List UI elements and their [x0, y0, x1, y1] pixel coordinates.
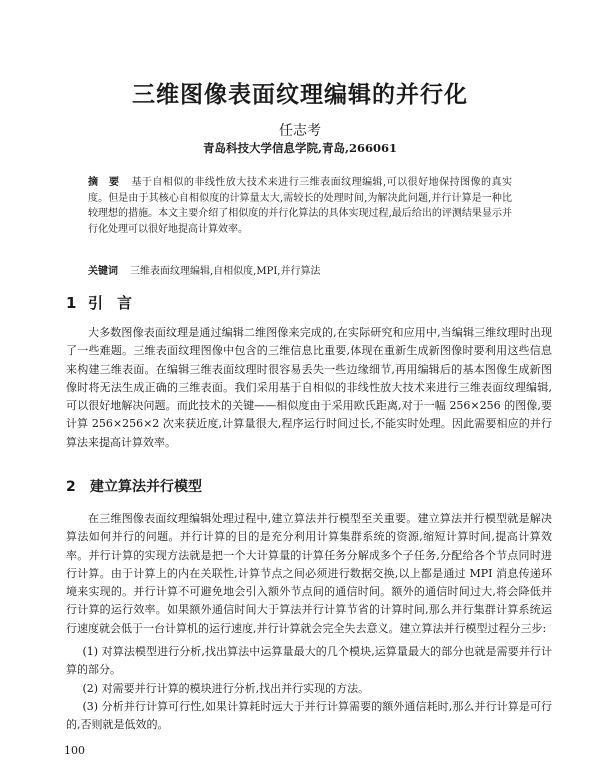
abstract-text: 基于自相似的非线性放大技术来进行三维表面纹理编辑,可以很好地保持图像的真实度。但是由于其核心自相似度的计算量太大,需较长的处理时间,为解决此问题,并行计算是一种比较理想的措施。本文主要介绍了相似度的并行化算法的具体实现过程,最后给出的评测结果显示并行化处理可以很好地提高计算效率。	[88, 177, 512, 235]
keywords-label: 关键词	[88, 266, 118, 277]
section-2-heading	[66, 476, 202, 496]
section-1-number: 1	[66, 294, 77, 312]
section-2-number: 2	[66, 479, 76, 495]
page-number: 100	[64, 744, 85, 757]
step-item: (3) 分析并行计算可行性,如果计算耗时远大于并行计算需要的额外通信耗时,那么并行计算是可行的,否则就是低效的。	[66, 699, 552, 732]
step-item: (2) 对需要并行计算的模块进行分析,找出并行实现的方法。	[82, 681, 370, 695]
author-affiliation: 青岛科技大学信息学院,青岛,266061	[202, 141, 398, 155]
step-item: (1) 对算法模型进行分析,找出算法中运算量最大的几个模块,运算量最大的部分也就是需要并行计算的部分。	[66, 645, 552, 677]
author-name: 任志考	[279, 123, 321, 139]
section-2-title: 建立算法并行模型	[90, 479, 202, 495]
section-2-body	[66, 510, 552, 638]
section-1-title: 引言	[88, 294, 147, 312]
abstract	[88, 175, 512, 237]
paper-title: 三维图像表面纹理编辑的并行化	[132, 82, 468, 108]
keywords-text: 三维表面纹理编辑,自相似度,MPI,并行算法	[130, 266, 321, 277]
section-1-heading	[66, 292, 146, 313]
section-1-body	[66, 324, 552, 452]
abstract-label: 摘 要	[88, 177, 120, 188]
section-2-steps	[66, 643, 552, 734]
keywords	[88, 262, 512, 277]
section-1-paragraph: 大多数图像表面纹理是通过编辑二维图像来完成的,在实际研究和应用中,当编辑三维纹理时出现了一些难题。三维表面纹理图像中包含的三维信息比重要,体现在重新生成新图像时要利用这些信息来构建三维表面。在编辑三维表面纹理时很容易丢失一些边缘细节,再用编辑后的基本图像生成新图像时将无法生成正确的三维表面。我们采用基于自相似的非线性放大技术来进行三维表面纹理编辑,可以很好地解决问题。而此技术的关键——相似度由于采用欧氏距离,对于一幅 256×256 的图像,要计算 256×256×2 次来获近度,计算量很大,程序运行时间过长,不能实时处理。因此需要相应的并行算法来提高计算效率。	[66, 326, 552, 449]
section-2-paragraph: 在三维图像表面纹理编辑处理过程中,建立算法并行模型至关重要。建立算法并行模型就是解决算法如何并行的问题。并行计算的目的是充分利用计算集群系统的资源,缩短计算时间,提高计算效率。并行计算的实现方法就是把一个大计算量的计算任务分解成多个子任务,分配给各个节点同时进行计算。由于计算上的内在关联性,计算节点之间必须进行数据交换,以上都是通过 MPI 消息传递环境来实现的。并行计算不可避免地会引入额外节点间的通信时间。额外的通信时间过大,将会降低并行计算的运行效率。如果额外通信时间大于算法并行计算节省的计算时间,那么并行集群计算系统运行速度就会低于一台计算机的运行速度,并行计算就会完全失去意义。建立算法并行模型过程分三步:	[66, 512, 552, 635]
